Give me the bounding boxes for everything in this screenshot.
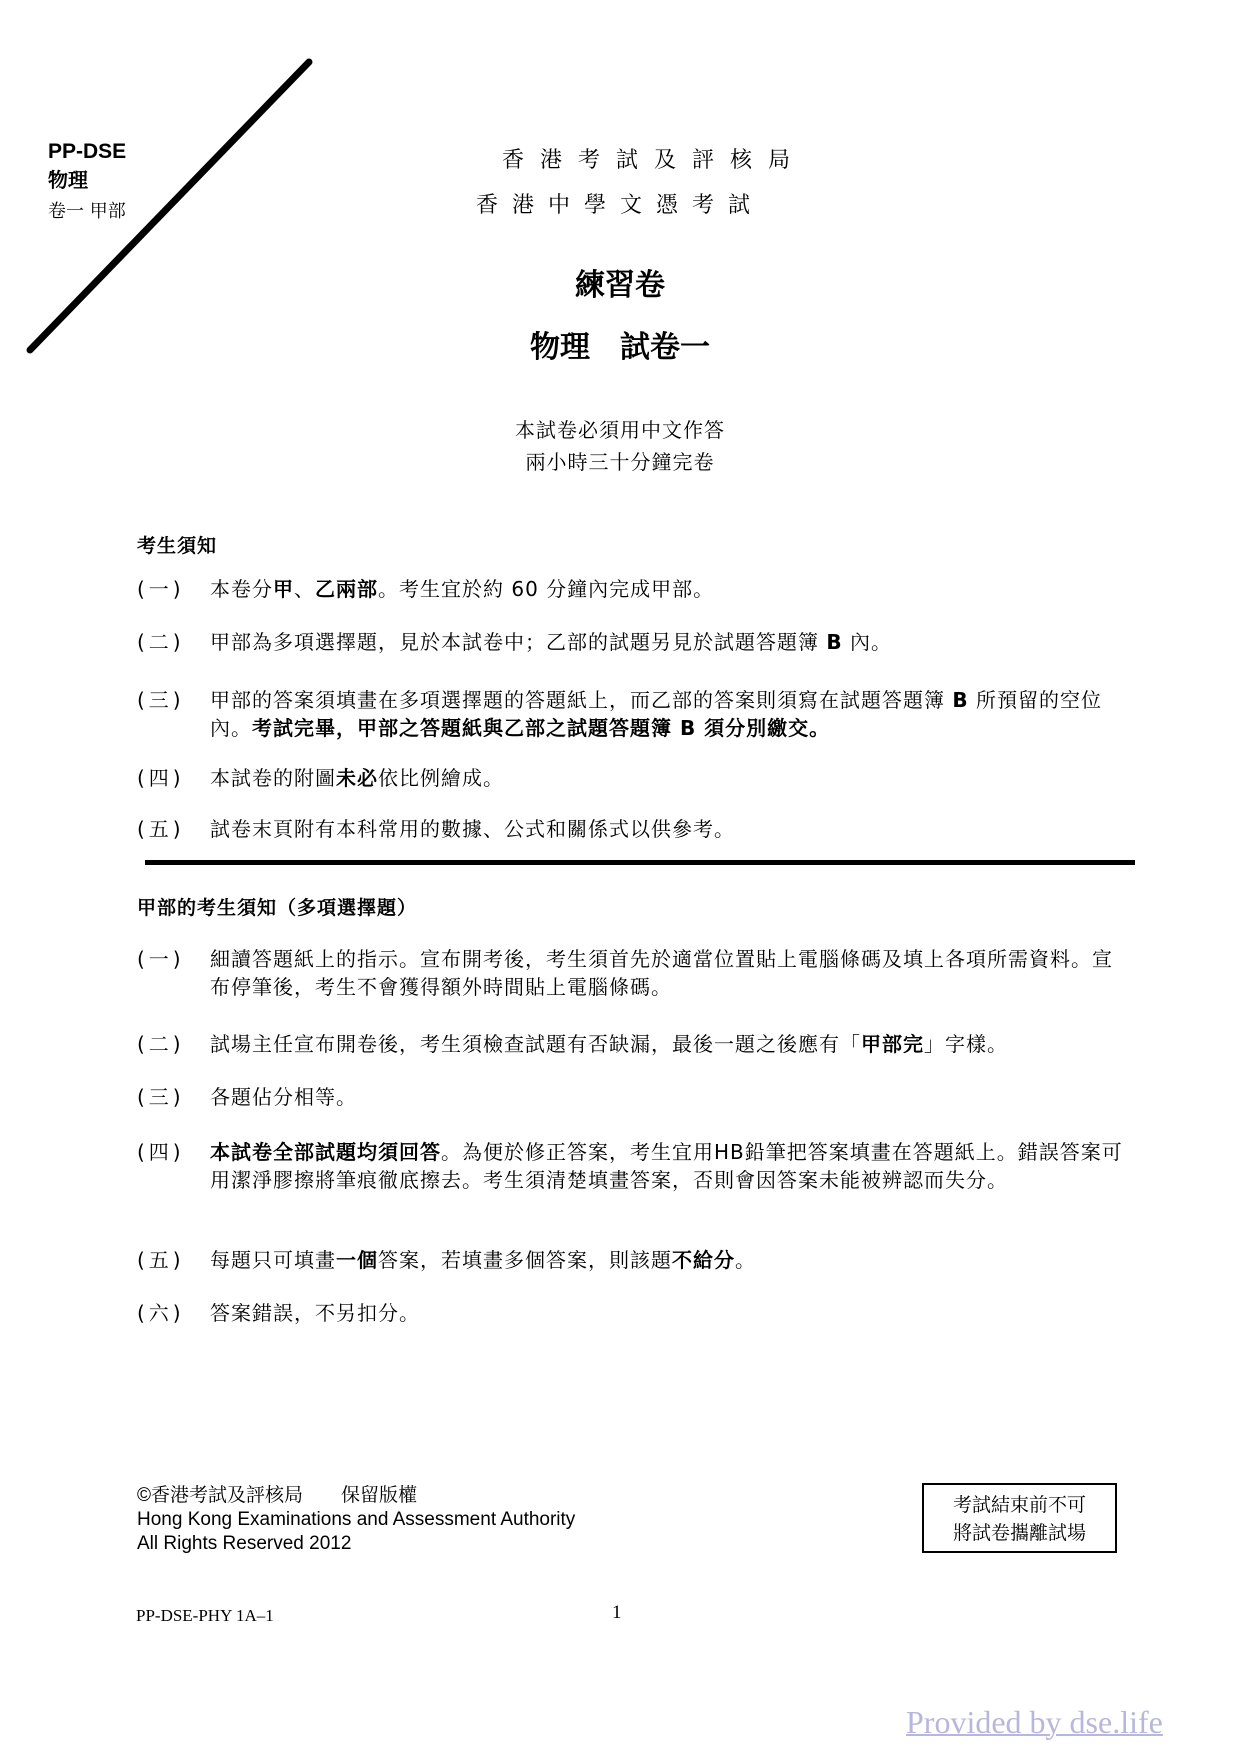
item-text bbox=[210, 1030, 1127, 1058]
section-a-item bbox=[137, 1030, 1127, 1058]
item-text bbox=[210, 1083, 1127, 1111]
text-segment: 試場主任宣布開卷後，考生須檢查試題有否缺漏，最後一題之後應有「 bbox=[210, 1032, 861, 1056]
emphasized-text: B bbox=[826, 630, 843, 654]
section-divider bbox=[145, 860, 1135, 865]
exam-name: 香港中學文憑考試 bbox=[475, 193, 764, 218]
item-number: (三) bbox=[137, 1085, 185, 1109]
instruction-item bbox=[137, 686, 1127, 742]
item-text bbox=[210, 1299, 1127, 1327]
item-number: (二) bbox=[137, 630, 185, 654]
text-segment: 。 bbox=[735, 1248, 756, 1272]
subject-label: 物理 bbox=[48, 168, 88, 192]
text-segment: 依比例繪成。 bbox=[378, 766, 504, 790]
emphasized-text: 未必 bbox=[336, 766, 378, 790]
text-segment: 本試卷的附圖 bbox=[210, 766, 336, 790]
emphasized-text: 乙兩部 bbox=[315, 577, 378, 601]
item-number: (四) bbox=[137, 1140, 185, 1164]
text-segment: 甲部為多項選擇題，見於本試卷中；乙部的試題另見於試題答題簿 bbox=[210, 630, 827, 654]
page-code: PP-DSE-PHY 1A–1 bbox=[136, 1606, 274, 1625]
emphasized-text: 考試完畢，甲部之答題紙與乙部之試題答題簿 B 須分別繳交。 bbox=[252, 716, 831, 740]
text-segment: 內。 bbox=[842, 630, 892, 654]
item-text bbox=[210, 815, 1127, 843]
exam-duration: 兩小時三十分鐘完卷 bbox=[525, 450, 715, 474]
notice-line-2: 將試卷攜離試場 bbox=[952, 1522, 1086, 1544]
item-text bbox=[210, 628, 1127, 656]
item-number: (五) bbox=[137, 817, 185, 841]
paper-title: 物理 試卷一 bbox=[530, 330, 710, 365]
item-number: (四) bbox=[137, 766, 185, 790]
emphasized-text: 甲 bbox=[273, 577, 294, 601]
text-segment: 、 bbox=[294, 577, 315, 601]
emphasized-text: 不給分 bbox=[672, 1248, 735, 1272]
text-segment: 每題只可填畫 bbox=[210, 1248, 336, 1272]
notice-line-1: 考試結束前不可 bbox=[952, 1494, 1086, 1516]
paper-type-title: 練習卷 bbox=[575, 268, 665, 303]
item-number: (一) bbox=[137, 947, 185, 971]
text-segment: 答案錯誤，不另扣分。 bbox=[210, 1301, 420, 1325]
section-label: 卷一 甲部 bbox=[48, 201, 126, 222]
text-segment: 甲部的答案須填畫在多項選擇題的答題紙上，而乙部的答案則須寫在試題答題簿 bbox=[210, 688, 953, 712]
instructions-heading: 考生須知 bbox=[137, 535, 218, 557]
emphasized-text: 本試卷全部試題均須回答 bbox=[210, 1140, 441, 1164]
text-segment: 各題佔分相等。 bbox=[210, 1085, 357, 1109]
section-a-item bbox=[137, 945, 1127, 1001]
paper-code: PP-DSE bbox=[48, 140, 127, 163]
instruction-item bbox=[137, 815, 1127, 843]
text-segment: 。考生宜於約 60 分鐘內完成甲部。 bbox=[378, 577, 715, 601]
item-text bbox=[210, 764, 1127, 792]
text-segment: 細讀答題紙上的指示。宣布開考後，考生須首先於適當位置貼上電腦條碼及填上各項所需資料。宣布停筆後，考生不會獲得額外時間貼上電腦條碼。 bbox=[210, 947, 1113, 999]
item-number: (六) bbox=[137, 1301, 185, 1325]
item-number: (五) bbox=[137, 1248, 185, 1272]
item-text bbox=[210, 575, 1127, 603]
text-segment: 所預留的空位內。 bbox=[210, 688, 1102, 740]
item-text bbox=[210, 1138, 1127, 1194]
item-number: (二) bbox=[137, 1032, 185, 1056]
instruction-item bbox=[137, 628, 1127, 656]
copyright-notice bbox=[137, 1484, 575, 1556]
instruction-item bbox=[137, 764, 1127, 792]
copyright-line-2: Hong Kong Examinations and Assessment Authority bbox=[137, 1509, 576, 1530]
no-removal-notice-box bbox=[922, 1483, 1117, 1553]
emphasized-text: 甲部完 bbox=[861, 1032, 924, 1056]
text-segment: 試卷末頁附有本科常用的數據、公式和關係式以供參考。 bbox=[210, 817, 735, 841]
organization-name: 香港考試及評核局 bbox=[501, 148, 806, 173]
item-text bbox=[210, 1246, 1127, 1274]
copyright-line-1: ©香港考試及評核局 保留版權 bbox=[137, 1485, 418, 1506]
section-a-item bbox=[137, 1138, 1127, 1194]
copyright-line-3: All Rights Reserved 2012 bbox=[137, 1533, 352, 1554]
emphasized-text: 一個 bbox=[336, 1248, 378, 1272]
item-text bbox=[210, 945, 1127, 1001]
instruction-item bbox=[137, 575, 1127, 603]
item-number: (三) bbox=[137, 688, 185, 712]
provider-watermark: Provided by dse.life bbox=[906, 1704, 1163, 1740]
page-number: 1 bbox=[612, 1602, 622, 1623]
section-a-heading: 甲部的考生須知（多項選擇題） bbox=[137, 897, 418, 919]
language-requirement: 本試卷必須用中文作答 bbox=[515, 418, 725, 442]
section-a-item bbox=[137, 1299, 1127, 1327]
item-text bbox=[210, 686, 1127, 742]
text-segment: 本卷分 bbox=[210, 577, 273, 601]
section-a-item bbox=[137, 1246, 1127, 1274]
emphasized-text: B bbox=[952, 688, 969, 712]
text-segment: 。為便於修正答案，考生宜用HB鉛筆把答案填畫在答題紙上。錯誤答案可用潔淨膠擦將筆痕徹底擦去。考生須清楚填畫答案，否則會因答案未能被辨認而失分。 bbox=[210, 1140, 1123, 1192]
text-segment: 」字樣。 bbox=[924, 1032, 1008, 1056]
text-segment: 答案，若填畫多個答案，則該題 bbox=[378, 1248, 672, 1272]
section-a-item bbox=[137, 1083, 1127, 1111]
item-number: (一) bbox=[137, 577, 185, 601]
